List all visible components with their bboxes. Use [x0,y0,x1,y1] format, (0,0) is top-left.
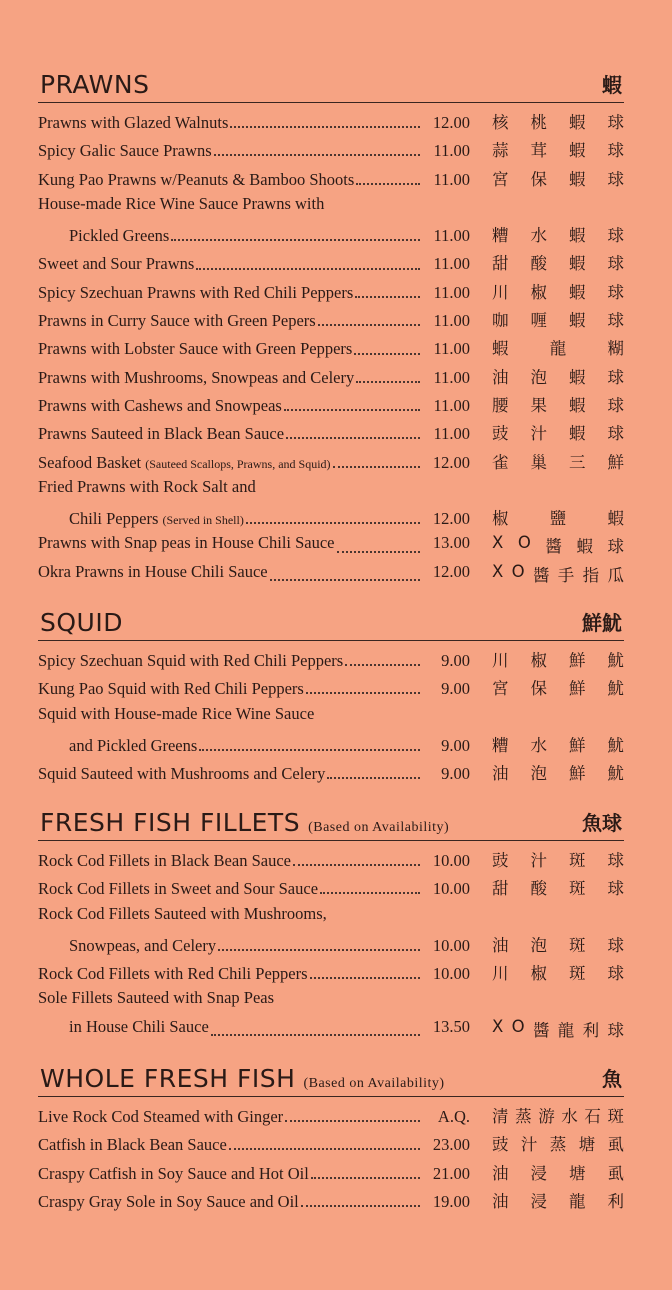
item-name-text: Rock Cod Fillets in Black Bean Sauce [38,851,291,870]
item-name [38,311,316,331]
dot-leader [171,239,420,241]
dot-leader [211,1034,420,1036]
menu-item [38,335,624,363]
menu-item [38,1103,624,1131]
item-name [38,283,353,303]
dot-leader [293,864,420,866]
item-name-text: and Pickled Greens [69,735,198,755]
item-price: 11.00 [433,226,470,246]
item-price: 9.00 [441,764,470,784]
dot-leader [354,353,420,355]
section-header [38,1056,624,1097]
menu-item [38,477,624,505]
menu-item [38,533,624,561]
item-chinese-name: 甜 酸 斑 球 [492,879,624,899]
item-name-text: Squid Sauteed with Mushrooms and Celery [38,764,326,784]
menu-item [38,1188,624,1216]
item-chinese-name: 豉 汁 蒸 塘 虱 [492,1135,624,1155]
dot-leader [301,1205,420,1207]
dot-leader [229,1148,420,1150]
item-chinese-name: 油 泡 斑 球 [492,935,624,955]
item-chinese-name: 宮 保 鮮 魷 [492,679,624,699]
menu-item [38,1160,624,1188]
item-name [38,533,335,553]
item-name-text: Spicy Szechuan Squid with Red Chili Peppers [38,651,344,670]
item-name [38,879,318,899]
item-name-text: Kung Pao Prawns w/Peanuts & Bamboo Shoots [38,169,355,189]
item-chinese-name: 油 泡 鮮 魷 [492,764,624,784]
item-price: 11.00 [433,169,470,189]
section-title [40,808,449,837]
item-price: 11.00 [433,424,470,444]
menu-item [38,960,624,988]
section-chinese-title: 鮮魷 [582,611,622,635]
section-header [38,62,624,103]
item-name-text: Spicy Szechuan Prawns with Red Chili Peppers [38,282,354,302]
item-name-text: Rock Cod Fillets in Sweet and Sour Sauce [38,879,319,899]
item-price: 12.00 [432,452,470,472]
item-name [38,736,197,756]
item-price: 11.00 [433,339,470,359]
item-name [38,704,314,724]
item-name [38,904,327,924]
item-name [38,679,304,699]
item-chinese-name: 川 椒 鮮 魷 [492,651,624,670]
item-name [38,170,354,190]
section-chinese-title: 魚球 [582,811,622,835]
item-name-text: in House Chili Sauce [69,1016,209,1036]
item-name [38,509,244,529]
item-name [38,936,216,956]
item-name-text: House-made Rice Wine Sauce Prawns with [38,193,325,213]
dot-leader [355,296,420,298]
item-name-text: Rock Cod Fillets with Red Chili Peppers [38,964,308,984]
dot-leader [311,1177,420,1179]
menu-item [38,307,624,335]
item-name-text: Snowpeas, and Celery [69,935,217,955]
menu-item [38,364,624,392]
item-name-text: Spicy Galic Sauce Prawns [38,141,212,161]
item-name [38,113,228,133]
item-chinese-name: 油 浸 龍 利 [492,1191,624,1211]
item-name [38,368,354,388]
item-name [38,1164,309,1184]
item-description: (Sauteed Scallops, Prawns, and Squid) [145,456,331,471]
dot-leader [327,777,420,779]
item-price: 12.00 [432,113,470,132]
item-price: 9.00 [441,679,470,699]
item-name-text: Chili Peppers [69,509,159,529]
item-price: 10.00 [432,964,470,984]
item-name [38,1017,209,1037]
item-price: 13.00 [432,533,470,553]
item-price: 21.00 [432,1163,470,1183]
section-title-text: WHOLE FRESH FISH [40,1064,296,1093]
item-chinese-name: 蝦 龍 糊 [492,339,624,359]
item-chinese-name: 清 蒸 游 水 石 斑 [492,1107,624,1126]
menu-item [38,647,624,675]
item-chinese-name: 咖 喱 蝦 球 [492,311,624,331]
menu-item [38,250,624,278]
item-name-text: Sole Fillets Sauteed with Snap Peas [38,988,275,1008]
dot-leader [270,579,420,581]
menu-item [38,166,624,194]
section-header [38,800,624,841]
dot-leader [345,664,420,666]
item-price: 23.00 [432,1135,470,1155]
item-name-text: Prawns in Curry Sauce with Green Pepers [38,311,316,331]
item-chinese-name: 油 浸 塘 虱 [492,1163,624,1183]
menu-item [38,420,624,448]
dot-leader [285,1120,420,1122]
item-price: 12.00 [432,561,470,581]
section-chinese-title: 蝦 [602,73,622,97]
item-name-text: Craspy Catfish in Soy Sauce and Hot Oil [38,1163,309,1183]
item-chinese-name: 椒 鹽 蝦 [492,509,624,529]
menu-item [38,847,624,875]
item-price: 9.00 [441,735,470,755]
section-prawns [38,62,624,590]
menu-items [38,1097,624,1216]
section-title [40,1064,445,1093]
item-name [38,964,308,984]
item-name-text: Prawns with Cashews and Snowpeas [38,395,282,415]
item-name-text: Craspy Gray Sole in Soy Sauce and Oil [38,1191,299,1211]
item-chinese-name: 糟 水 鮮 魷 [492,735,624,755]
section-fresh-fish-fillets [38,800,624,1045]
dot-leader [230,126,420,128]
item-name-text: Prawns with Mushrooms, Snowpeas and Celery [38,367,355,387]
dot-leader [318,324,420,326]
item-price: 19.00 [432,1191,470,1211]
menu-item [38,932,624,960]
item-chinese-name: X O 醬 手 指 瓜 [492,561,624,585]
dot-leader [284,409,420,411]
item-price: 11.00 [433,395,470,415]
menu-item [38,704,624,732]
menu-item [38,222,624,250]
item-description: (Served in Shell) [162,513,244,528]
item-name-text: Kung Pao Squid with Red Chili Peppers [38,679,304,699]
menu-items [38,641,624,788]
menu-item [38,562,624,590]
item-name-text: Prawns with Glazed Walnuts [38,113,229,132]
item-price: 10.00 [432,935,470,955]
item-name-text: Prawns Sauteed in Black Bean Sauce [38,424,285,444]
item-name-text: Prawns with Lobster Sauce with Green Peppers [38,339,353,359]
item-name [38,226,169,246]
item-name-text: Rock Cod Fillets Sauteed with Mushrooms, [38,903,327,923]
item-name [38,424,284,444]
item-name [38,1107,283,1127]
dot-leader [333,466,420,468]
menu-item [38,988,624,1016]
section-whole-fresh-fish [38,1056,624,1216]
item-price: 11.00 [433,367,470,387]
item-name [38,851,291,871]
item-chinese-name: 宮 保 蝦 球 [492,169,624,189]
menu-item [38,732,624,760]
item-chinese-name: 腰 果 蝦 球 [492,395,624,415]
section-header [38,600,624,641]
item-name-text: Fried Prawns with Rock Salt and [38,476,256,496]
item-price: 13.50 [432,1016,470,1036]
item-price: 12.00 [432,509,470,529]
item-price: 11.00 [433,141,470,161]
menu-item [38,760,624,788]
dot-leader [356,381,420,383]
item-price: A.Q. [437,1107,470,1126]
section-title [40,608,131,637]
item-name-text: Live Rock Cod Steamed with Ginger [38,1107,284,1126]
item-name-text: Pickled Greens [69,226,170,246]
item-chinese-name: 雀 巢 三 鮮 [492,452,624,472]
menu-item [38,109,624,137]
item-name-text: Squid with House-made Rice Wine Sauce [38,703,315,723]
section-chinese-title: 魚 [602,1067,622,1091]
item-price: 10.00 [432,851,470,870]
section-title-text: PRAWNS [40,70,150,99]
item-name [38,453,331,473]
item-price: 11.00 [433,311,470,331]
item-chinese-name: 糟 水 蝦 球 [492,226,624,246]
item-name [38,339,352,359]
item-chinese-name: 油 泡 蝦 球 [492,367,624,387]
item-chinese-name: 核 桃 蝦 球 [492,113,624,132]
dot-leader [306,692,420,694]
item-price: 10.00 [432,879,470,899]
dot-leader [337,551,420,553]
item-name-text: Okra Prawns in House Chili Sauce [38,561,268,581]
dot-leader [196,268,420,270]
item-name [38,764,325,784]
item-chinese-name: 甜 酸 蝦 球 [492,254,624,274]
item-name [38,194,324,214]
item-chinese-name: 豉 汁 蝦 球 [492,424,624,444]
item-name [38,1192,299,1212]
dot-leader [286,437,420,439]
item-name-text: Seafood Basket [38,452,142,472]
item-price: 11.00 [433,254,470,274]
item-name-text: Catfish in Black Bean Sauce [38,1135,227,1155]
dot-leader [320,892,420,894]
dot-leader [218,949,420,951]
dot-leader [310,977,420,979]
item-chinese-name: X O 醬 龍 利 球 [492,1016,624,1040]
dot-leader [246,522,420,524]
menu-item [38,392,624,420]
dot-leader [356,183,420,185]
item-name [38,988,274,1008]
section-note: (Based on Availability) [303,1076,445,1091]
menu-item [38,904,624,932]
menu-item [38,505,624,533]
item-name-text: Prawns with Snap peas in House Chili Sauce [38,533,335,553]
item-name [38,141,212,161]
menu-items [38,103,624,590]
section-title-text: FRESH FISH FILLETS [40,808,301,837]
section-squid [38,600,624,788]
section-title [40,70,157,99]
menu-item [38,279,624,307]
item-chinese-name: 蒜 茸 蝦 球 [492,141,624,161]
dot-leader [214,154,420,156]
section-note: (Based on Availability) [308,820,450,835]
item-name [38,562,268,582]
menu-item [38,1017,624,1045]
menu-item [38,875,624,903]
menu-item [38,449,624,477]
menu-item [38,675,624,703]
menu-item [38,137,624,165]
menu-item [38,1131,624,1159]
item-price: 9.00 [441,651,470,670]
menu-items [38,841,624,1045]
item-price: 11.00 [433,282,470,302]
item-chinese-name: 豉 汁 斑 球 [492,851,624,870]
dot-leader [199,749,420,751]
item-name [38,477,256,497]
item-name [38,1135,227,1155]
section-title-text: SQUID [40,608,123,637]
item-name [38,396,282,416]
item-name [38,651,343,671]
menu-item [38,194,624,222]
item-chinese-name: 川 椒 斑 球 [492,964,624,984]
item-name-text: Sweet and Sour Prawns [38,254,195,274]
item-name [38,254,194,274]
item-chinese-name: X O 醬 蝦 球 [492,533,624,557]
item-chinese-name: 川 椒 蝦 球 [492,282,624,302]
